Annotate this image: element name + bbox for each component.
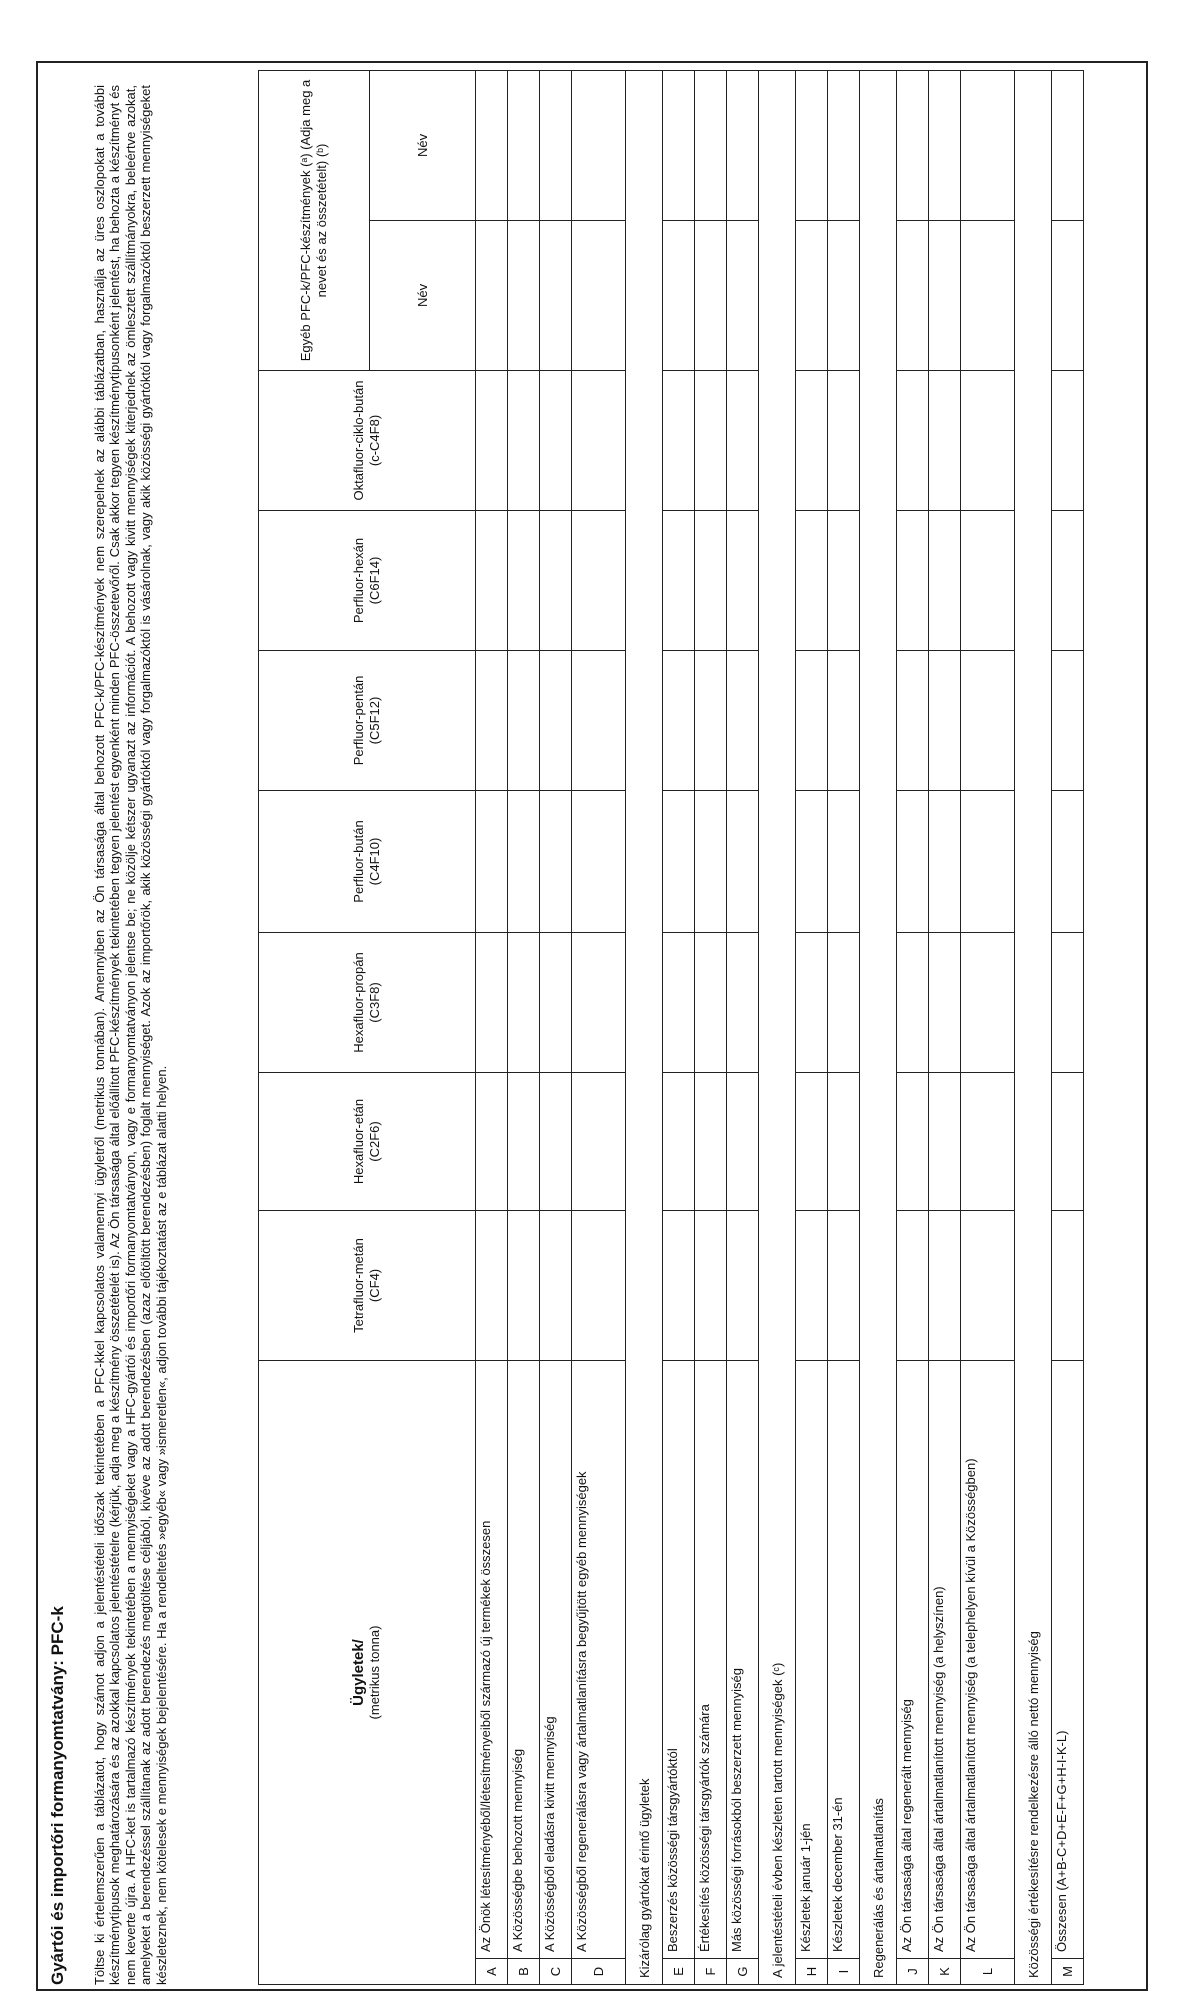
quantity-cell[interactable] — [572, 1072, 626, 1210]
transactions-header-unit: (metrikus tonna) — [367, 1625, 382, 1720]
other-name-header: Név — [370, 70, 476, 220]
quantity-cell[interactable] — [796, 790, 828, 932]
substance-name: Perfluor-bután — [351, 820, 366, 903]
table-row — [961, 70, 1015, 1984]
transactions-header-title: Ügyletek/ — [350, 1639, 367, 1706]
quantity-cell[interactable] — [727, 1210, 759, 1360]
row-label: Az Ön társasága által ártalmatlanított mennyiség (a telephelyen kívül a Közösségben) — [961, 1360, 1015, 1958]
quantity-cell[interactable] — [663, 70, 695, 220]
quantity-cell[interactable] — [540, 1072, 572, 1210]
substance-formula: (C2F6) — [367, 1121, 382, 1162]
quantity-cell[interactable] — [828, 932, 860, 1072]
other-name-header: Név — [370, 220, 476, 370]
row-letter: D — [572, 1959, 626, 1985]
quantity-cell[interactable] — [540, 790, 572, 932]
quantity-cell[interactable] — [695, 70, 727, 220]
quantity-cell[interactable] — [828, 1072, 860, 1210]
quantity-cell[interactable] — [929, 70, 961, 220]
quantity-cell[interactable] — [508, 650, 540, 790]
quantity-cell[interactable] — [727, 220, 759, 370]
substance-formula: (C4F10) — [367, 837, 382, 886]
quantity-cell[interactable] — [929, 790, 961, 932]
quantity-cell[interactable] — [508, 932, 540, 1072]
quantity-cell[interactable] — [961, 510, 1015, 650]
quantity-cell[interactable] — [796, 1072, 828, 1210]
quantity-cell[interactable] — [476, 370, 508, 510]
quantity-cell[interactable] — [929, 1210, 961, 1360]
quantity-cell[interactable] — [828, 510, 860, 650]
table-row — [796, 70, 828, 1984]
row-label: Az Ön társasága által ártalmatlanított mennyiség (a helyszínen) — [929, 1360, 961, 1958]
quantity-cell[interactable] — [476, 510, 508, 650]
quantity-cell[interactable] — [897, 1072, 929, 1210]
substance-header — [259, 370, 476, 510]
quantity-cell[interactable] — [796, 1210, 828, 1360]
table-row — [828, 70, 860, 1984]
quantity-cell[interactable] — [572, 1210, 626, 1360]
substance-name: Perfluor-hexán — [351, 537, 366, 624]
table-row — [572, 70, 626, 1984]
section-label: A jelentéstételi évben készleten tartott mennyiségek (ᶜ) — [759, 70, 796, 1984]
quantity-cell[interactable] — [961, 932, 1015, 1072]
quantity-cell[interactable] — [540, 510, 572, 650]
quantity-cell[interactable] — [663, 650, 695, 790]
row-letter: J — [897, 1959, 929, 1985]
quantity-cell[interactable] — [961, 370, 1015, 510]
row-letter: I — [828, 1959, 860, 1985]
quantity-cell[interactable] — [540, 220, 572, 370]
section-label: Kizárólag gyártókat érintő ügyletek — [626, 70, 663, 1984]
substance-name: Hexafluor-etán — [351, 1098, 366, 1185]
form-title: Gyártói és importőri formanyomtatvány: PFC-k — [48, 1606, 67, 1985]
quantity-cell[interactable] — [1052, 70, 1084, 220]
substance-formula: (C3F8) — [367, 982, 382, 1023]
quantity-cell[interactable] — [727, 790, 759, 932]
quantity-cell[interactable] — [508, 1210, 540, 1360]
row-label: Összesen (A+B-C+D+E-F+G+H-I-K-L) — [1052, 1360, 1084, 1958]
quantity-cell[interactable] — [476, 1072, 508, 1210]
quantity-cell[interactable] — [695, 220, 727, 370]
substance-name: Oktafluor-ciklo-bután — [351, 380, 366, 501]
table-row — [897, 70, 929, 1984]
other-pfc-header: Egyéb PFC-k/PFC-készítmények (ᵃ) (Adja meg a nevet és az összetételt) (ᵇ) — [259, 70, 370, 370]
section-row — [1015, 70, 1052, 1984]
quantity-cell[interactable] — [1052, 510, 1084, 650]
quantity-cell[interactable] — [1052, 650, 1084, 790]
substance-name: Tetrafluor-metán — [351, 1238, 366, 1333]
quantity-cell[interactable] — [540, 370, 572, 510]
quantity-cell[interactable] — [476, 220, 508, 370]
quantity-cell[interactable] — [929, 510, 961, 650]
row-label: Beszerzés közösségi társgyártóktól — [663, 1360, 695, 1958]
quantity-cell[interactable] — [695, 1072, 727, 1210]
quantity-cell[interactable] — [1052, 932, 1084, 1072]
quantity-cell[interactable] — [828, 370, 860, 510]
quantity-cell[interactable] — [796, 650, 828, 790]
rotated-page — [36, 22, 1185, 1991]
substance-header — [259, 790, 476, 932]
table-body — [476, 70, 1084, 1984]
table-row — [540, 70, 572, 1984]
quantity-cell[interactable] — [796, 370, 828, 510]
substance-header — [259, 650, 476, 790]
row-label: Az Önök létesítményéből/létesítményeiből származó új termékek összesen — [476, 1360, 508, 1958]
quantity-cell[interactable] — [828, 70, 860, 220]
quantity-cell[interactable] — [572, 510, 626, 650]
quantity-cell[interactable] — [1052, 1210, 1084, 1360]
quantity-cell[interactable] — [929, 370, 961, 510]
quantity-cell[interactable] — [796, 932, 828, 1072]
table-row — [1052, 70, 1084, 1984]
quantity-cell[interactable] — [897, 790, 929, 932]
quantity-cell[interactable] — [476, 1210, 508, 1360]
row-letter: E — [663, 1959, 695, 1985]
quantity-cell[interactable] — [695, 510, 727, 650]
row-letter: M — [1052, 1959, 1084, 1985]
quantity-cell[interactable] — [1052, 790, 1084, 932]
substance-formula: (c-C4F8) — [367, 414, 382, 467]
quantity-cell[interactable] — [897, 510, 929, 650]
section-row — [860, 70, 897, 1984]
substance-name: Perfluor-pentán — [351, 675, 366, 766]
substance-header — [259, 1072, 476, 1210]
quantity-cell[interactable] — [540, 70, 572, 220]
row-letter: H — [796, 1959, 828, 1985]
quantity-cell[interactable] — [476, 650, 508, 790]
quantity-cell[interactable] — [897, 220, 929, 370]
table-row — [695, 70, 727, 1984]
quantity-cell[interactable] — [961, 70, 1015, 220]
quantity-cell[interactable] — [727, 1072, 759, 1210]
quantity-cell[interactable] — [572, 932, 626, 1072]
quantity-cell[interactable] — [663, 1072, 695, 1210]
substance-formula: (C5F12) — [367, 696, 382, 745]
quantity-cell[interactable] — [897, 1210, 929, 1360]
quantity-cell[interactable] — [1052, 370, 1084, 510]
quantity-cell[interactable] — [508, 370, 540, 510]
quantity-cell[interactable] — [897, 650, 929, 790]
form-instructions: Töltse ki értelemszerűen a táblázatot, hogy számot adjon a jelentéstételi időszak tekintetében a PFC-kkel kapcsolatos valamennyi ügyletről (metrikus tonnában). Amennyiben az Ön társasága által behozott PFC-k/PFC-készítmények nem szerepelnek az alábbi táblázatban, használja az üres oszlopokat a további készítménytípusok meghatározására és az azokkal kapcsolatos jelentéstételre (kérjük, adja meg a készítmény összetételét is). Az Ön társasága által előállított PFC-készítmények tekintetében tegyen jelentést egyenként minden PFC-összetevőről. Csak akkor tegyen készítménytípusonként jelentést, ha behozta a készítményt és nem keverte újra. A HFC-ket is tartalmazó készítmények tekintetében a mennyiségeket vagy a HFC-gyártói és importőri formanyomtatványon, vagy e formanyomtatványon jelentse be; ne közölje kétszer ugyanazt az információt. A behozott vagy kivitt mennyiségek kiterjednek az ömlesztett szállítmányokra, beleértve azokat, amelyeket a berendezéssel szállítanak az adott berendezés megtöltése céljából, kivéve az adott berendezésben (azaz előtöltött berendezésben) foglalt mennyiséget. Azok az importőrök, akik közösségi gyártóktól vagy forgalmazóktól is vásárolnak, vagy akik közösségi gyártóktól vagy forgalmazóktól beszerzett mennyiségeket készleteznek, nem kötelesek e mennyiségek bejelentésére. Ha a rendeltetés »egyéb« vagy »ismeretlen«, adjon további tájékoztatást az e táblázat alatti helyen. — [92, 85, 169, 1985]
substance-header — [259, 1210, 476, 1360]
quantity-cell[interactable] — [961, 1072, 1015, 1210]
quantity-cell[interactable] — [663, 790, 695, 932]
quantity-cell[interactable] — [796, 70, 828, 220]
substance-formula: (C6F14) — [367, 556, 382, 605]
table-row — [663, 70, 695, 1984]
quantity-cell[interactable] — [663, 932, 695, 1072]
quantity-cell[interactable] — [476, 932, 508, 1072]
quantity-cell[interactable] — [572, 790, 626, 932]
quantity-cell[interactable] — [1052, 1072, 1084, 1210]
quantity-cell[interactable] — [961, 220, 1015, 370]
row-letter: L — [961, 1959, 1015, 1985]
quantity-cell[interactable] — [828, 220, 860, 370]
quantity-cell[interactable] — [961, 650, 1015, 790]
quantity-cell[interactable] — [540, 932, 572, 1072]
substance-name: Hexafluor-propán — [351, 952, 366, 1053]
row-label: Más közösségi forrásokból beszerzett mennyiség — [727, 1360, 759, 1958]
quantity-cell[interactable] — [796, 510, 828, 650]
quantity-cell[interactable] — [695, 790, 727, 932]
row-letter: B — [508, 1959, 540, 1985]
quantity-cell[interactable] — [796, 220, 828, 370]
quantity-cell[interactable] — [727, 510, 759, 650]
substance-header — [259, 510, 476, 650]
section-label: Regenerálás és ártalmatlanítás — [860, 70, 897, 1984]
quantity-cell[interactable] — [1052, 220, 1084, 370]
quantity-cell[interactable] — [897, 370, 929, 510]
quantity-cell[interactable] — [695, 932, 727, 1072]
quantity-cell[interactable] — [929, 1072, 961, 1210]
row-label: Az Ön társasága által regenerált mennyiség — [897, 1360, 929, 1958]
transactions-header — [259, 1360, 476, 1984]
table-row — [476, 70, 508, 1984]
row-label: A Közösségből eladásra kivitt mennyiség — [540, 1360, 572, 1958]
quantity-cell[interactable] — [897, 932, 929, 1072]
row-label: A Közösségbe behozott mennyiség — [508, 1360, 540, 1958]
row-letter: K — [929, 1959, 961, 1985]
quantity-cell[interactable] — [572, 220, 626, 370]
quantity-cell[interactable] — [663, 370, 695, 510]
quantity-cell[interactable] — [508, 510, 540, 650]
quantity-cell[interactable] — [476, 70, 508, 220]
substance-formula: (CF4) — [367, 1268, 382, 1303]
table-row — [727, 70, 759, 1984]
quantity-cell[interactable] — [828, 650, 860, 790]
quantity-cell[interactable] — [727, 932, 759, 1072]
substance-header — [259, 932, 476, 1072]
quantity-cell[interactable] — [929, 220, 961, 370]
quantity-cell[interactable] — [508, 790, 540, 932]
row-letter: G — [727, 1959, 759, 1985]
quantity-cell[interactable] — [695, 1210, 727, 1360]
quantity-cell[interactable] — [929, 932, 961, 1072]
quantity-cell[interactable] — [828, 790, 860, 932]
row-label: A Közösségből regenerálásra vagy ártalmatlanításra begyűjtött egyéb mennyiségek — [572, 1360, 626, 1958]
section-row — [759, 70, 796, 1984]
quantity-cell[interactable] — [727, 70, 759, 220]
quantity-cell[interactable] — [540, 1210, 572, 1360]
section-label: Közösségi értékesítésre rendelkezésre álló nettó mennyiség — [1015, 70, 1052, 1984]
quantity-cell[interactable] — [476, 790, 508, 932]
row-label: Készletek december 31-én — [828, 1360, 860, 1958]
quantity-cell[interactable] — [727, 650, 759, 790]
quantity-cell[interactable] — [572, 650, 626, 790]
quantity-cell[interactable] — [695, 650, 727, 790]
section-row — [626, 70, 663, 1984]
row-letter: C — [540, 1959, 572, 1985]
quantity-cell[interactable] — [663, 1210, 695, 1360]
quantity-cell[interactable] — [663, 220, 695, 370]
quantity-cell[interactable] — [572, 70, 626, 220]
table-row — [508, 70, 540, 1984]
quantity-cell[interactable] — [508, 70, 540, 220]
row-letter: F — [695, 1959, 727, 1985]
quantity-cell[interactable] — [929, 650, 961, 790]
pfc-transactions-table — [258, 70, 1084, 1985]
quantity-cell[interactable] — [508, 220, 540, 370]
quantity-cell[interactable] — [897, 70, 929, 220]
row-label: Készletek január 1-jén — [796, 1360, 828, 1958]
row-label: Értékesítés közösségi társgyártók számára — [695, 1360, 727, 1958]
quantity-cell[interactable] — [695, 370, 727, 510]
quantity-cell[interactable] — [663, 510, 695, 650]
row-letter: A — [476, 1959, 508, 1985]
quantity-cell[interactable] — [961, 790, 1015, 932]
quantity-cell[interactable] — [961, 1210, 1015, 1360]
quantity-cell[interactable] — [508, 1072, 540, 1210]
quantity-cell[interactable] — [727, 370, 759, 510]
table-row — [929, 70, 961, 1984]
quantity-cell[interactable] — [572, 370, 626, 510]
quantity-cell[interactable] — [540, 650, 572, 790]
quantity-cell[interactable] — [828, 1210, 860, 1360]
